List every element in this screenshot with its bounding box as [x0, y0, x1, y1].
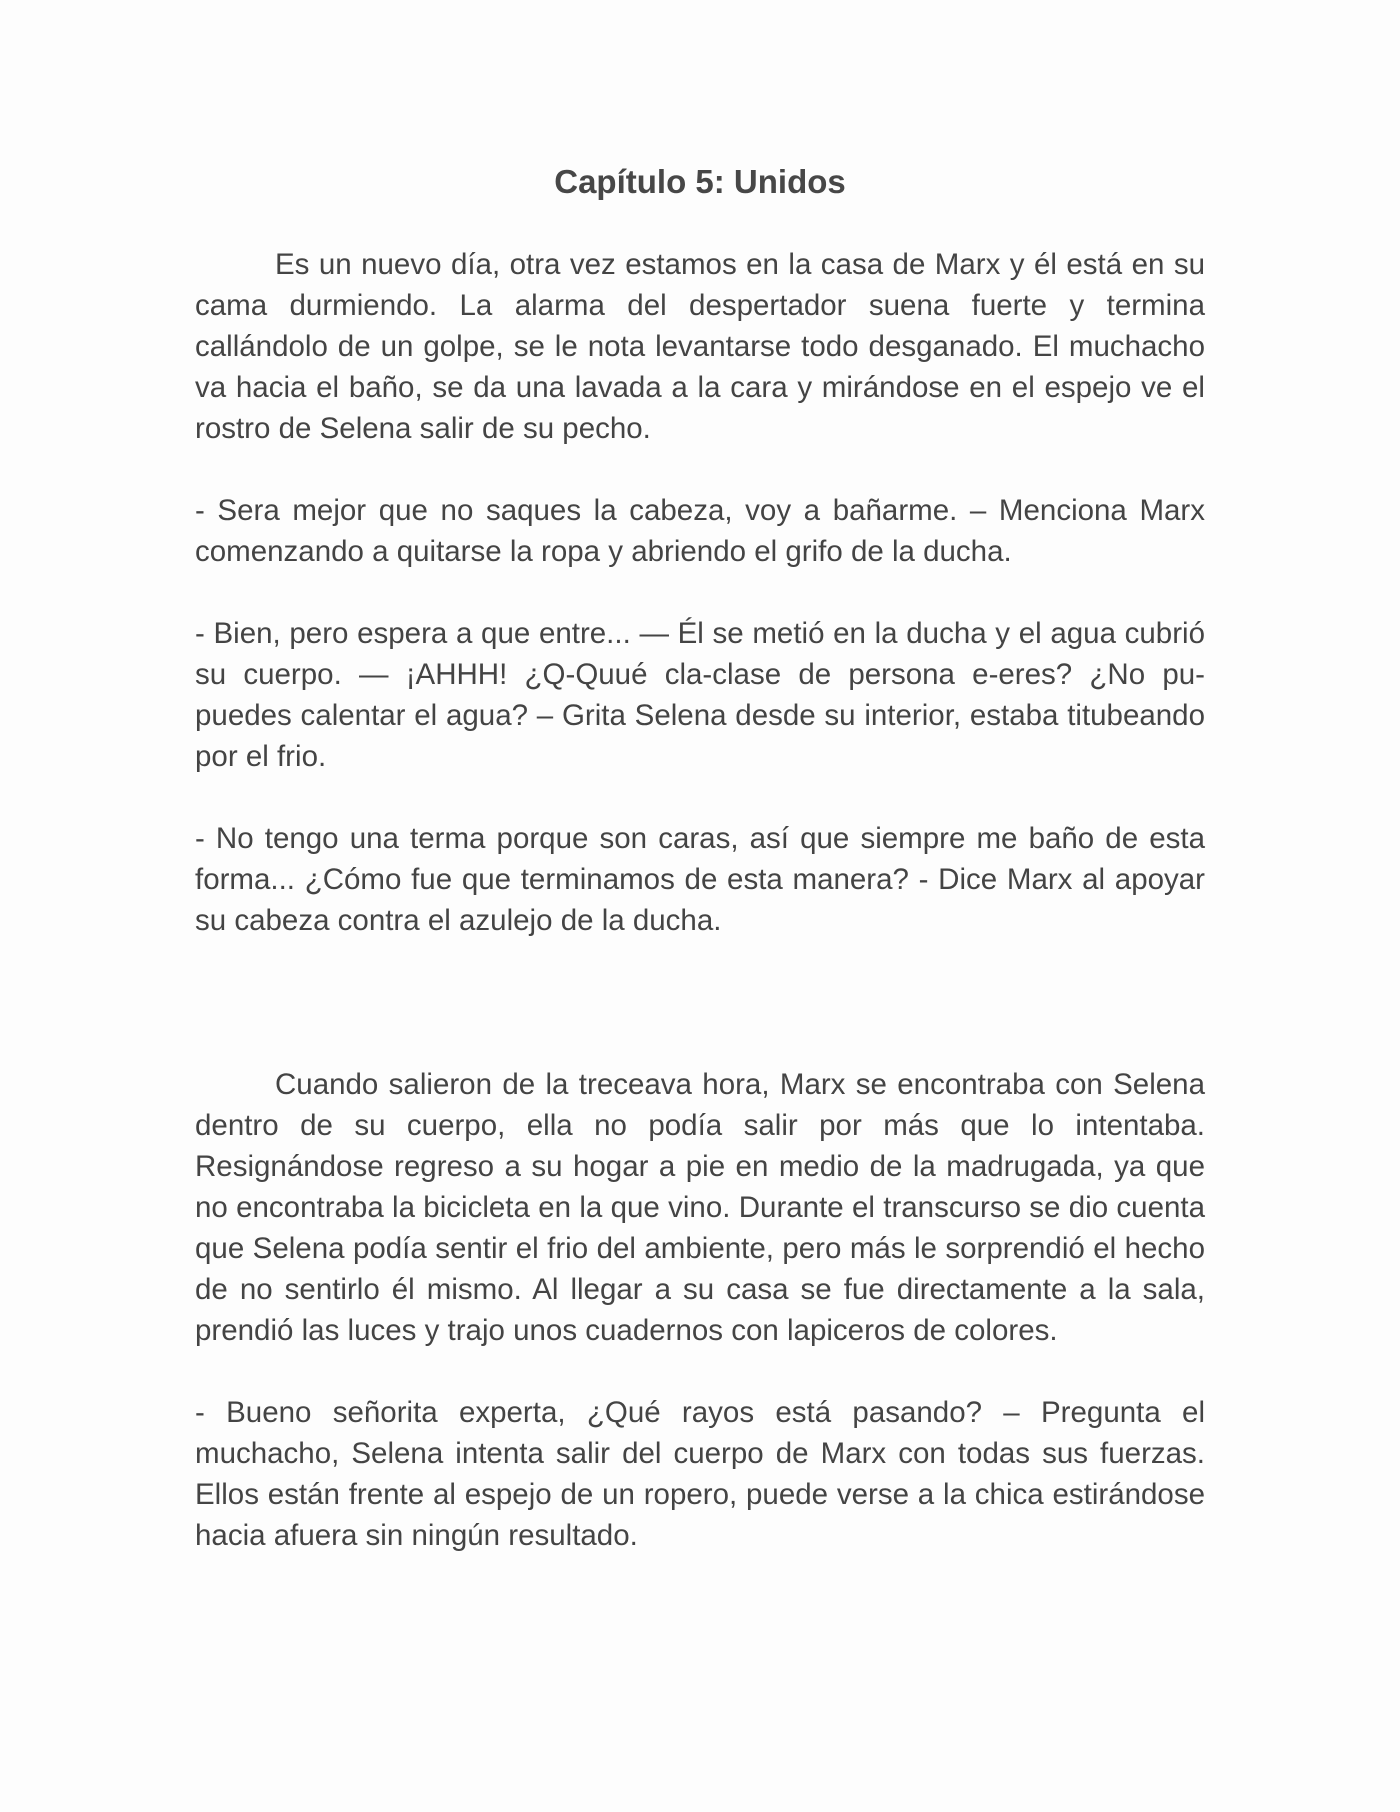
section-part-1 — [195, 244, 1205, 941]
document-page — [195, 160, 1205, 1597]
paragraph: Es un nuevo día, otra vez estamos en la casa de Marx y él está en su cama durmiendo. La alarma del despertador suena fuerte y termina callándolo de un golpe, se le nota levantarse todo desganado. El muchacho va hacia el baño, se da una lavada a la cara y mirándose en el espejo ve el rostro de Selena salir de su pecho. — [195, 248, 1205, 445]
paragraph: - Sera mejor que no saques la cabeza, voy a bañarme. – Menciona Marx comenzando a quitarse la ropa y abriendo el grifo de la ducha. — [195, 494, 1205, 568]
paragraph: - No tengo una terma porque son caras, así que siempre me baño de esta forma... ¿Cómo fue que terminamos de esta manera? - Dice Marx al apoyar su cabeza contra el azulejo de la ducha. — [195, 822, 1205, 937]
section-part-2 — [195, 1064, 1205, 1556]
paragraph: - Bueno señorita experta, ¿Qué rayos está pasando? – Pregunta el muchacho, Selena intenta salir del cuerpo de Marx con todas sus fuerzas. Ellos están frente al espejo de un ropero, puede verse a la chica estirándose hacia afuera sin ningún resultado. — [195, 1396, 1205, 1552]
paragraph: - Bien, pero espera a que entre... — Él se metió en la ducha y el agua cubrió su cuerpo. — ¡AHHH! ¿Q-Quué cla-clase de persona e-eres? ¿No pu-puedes calentar el agua? – Grita Selena desde su interior, estaba titubeando por el frio. — [195, 617, 1205, 773]
chapter-title: Capítulo 5: Unidos — [554, 163, 846, 200]
paragraph: Cuando salieron de la treceava hora, Marx se encontraba con Selena dentro de su cuerpo, ella no podía salir por más que lo intentaba. Resignándose regreso a su hogar a pie en medio de la madrugada, ya que no encontraba la bicicleta en la que vino. Durante el transcurso se dio cuenta que Selena podía sentir el frio del ambiente, pero más le sorprendió el hecho de no sentirlo él mismo. Al llegar a su casa se fue directamente a la sala, prendió las luces y trajo unos cuadernos con lapiceros de colores. — [195, 1068, 1205, 1347]
section-break — [195, 982, 1205, 1064]
